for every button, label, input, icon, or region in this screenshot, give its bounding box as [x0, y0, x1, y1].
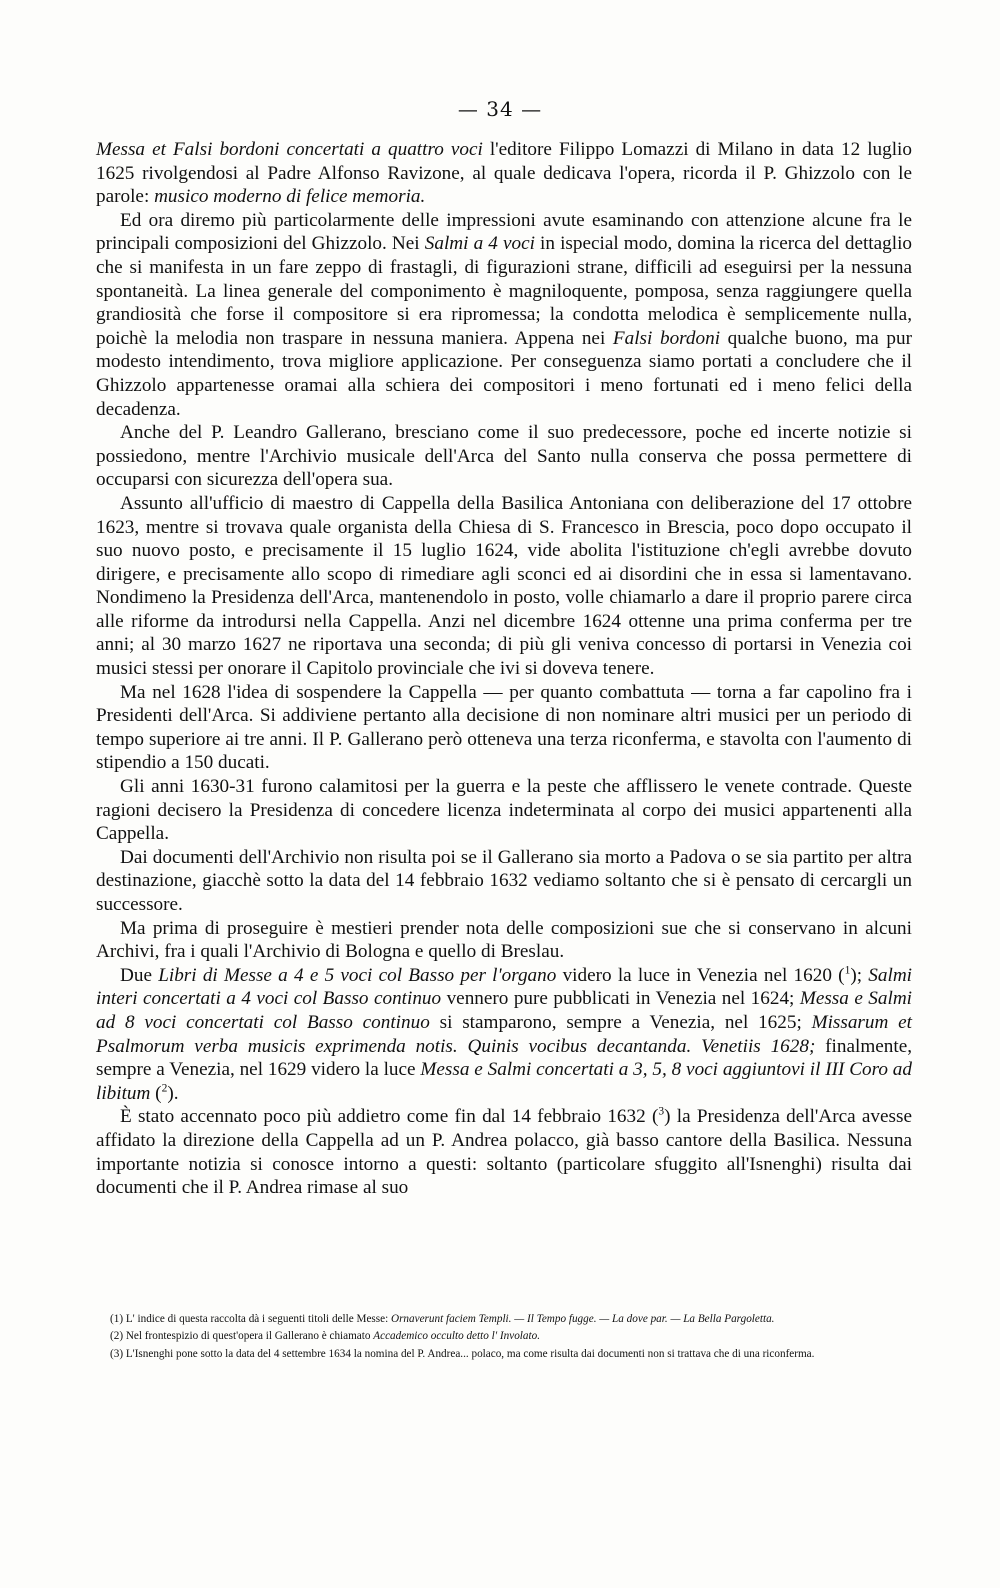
- text-run: ).: [167, 1082, 179, 1104]
- text-run: ) la Presidenza dell'Arca avesse affidato la direzione della Cappella ad un P. Andrea polacco, già basso cantore della Basilica. Nessuna importante notizia si conosce intorno a questi: soltanto (particolare sfuggito all'Isnenghi) risulta dai documenti che il P. Andrea rimase al suo: [96, 1106, 912, 1199]
- italic-text: musico moderno di felice memoria.: [154, 186, 426, 208]
- italic-text: Messa et Falsi bordoni concertati a quattro voci: [96, 139, 483, 160]
- text-run: l'editore Filippo Lomazzi di Milano in data 12 luglio 1625 rivolgendosi al Padre Alfonso Ravizone, al quale dedicava l'opera, ricorda il P. Ghizzolo con le parole:: [96, 139, 912, 208]
- paragraph: [96, 775, 912, 846]
- note-ref: 1: [844, 964, 851, 977]
- text-run: si stamparono, sempre a Venezia, nel 1625;: [429, 1011, 812, 1033]
- italic-text: Messa e Salmi ad 8 voci concertati col Basso continuo: [96, 988, 913, 1033]
- paragraph: [96, 492, 912, 681]
- italic-text: Messa e Salmi concertati a 3, 5, 8 voci aggiuntovi il III Coro ad libitum: [96, 1059, 912, 1104]
- text-run: Assunto all'ufficio di maestro di Cappella della Basilica Antoniana con deliberazione del 17 ottobre 1623, mentre si trovava quale organista della Chiesa di S. Francesco in Brescia, poco dopo occupato il suo nuovo posto, e precisamente il 15 luglio 1624, vide abolita l'istituzione ch'egli avrebbe dovuto dirigere, e precisamente allo scopo di rimediare agli sconci ed ai disordini che in essa si lamentavano. Nondimeno la Presidenza dell'Arca, mantenendolo in posto, volle chiamarlo a dare il proprio parere circa alle riforme da introdursi nella Cappella. Anzi nel dicembre 1624 ottenne una prima conferma per tre anni; al 30 marzo 1627 ne riportava una seconda; di più gli veniva concesso di portarsi in Venezia coi musici stessi per onorare il Capitolo provinciale che ivi si doveva tenere.: [96, 492, 912, 680]
- text-run: Anche del P. Leandro Gallerano, bresciano come il suo predecessore, poche ed incerte notizie si possiedono, mentre l'Archivio musicale dell'Arca del Santo nulla conserva che possa permettere di occuparsi con sicurezza dell'opera sua.: [96, 422, 912, 491]
- paragraph: [96, 917, 912, 964]
- text-run: Ma prima di proseguire è mestieri prender nota delle composizioni sue che si conservano in alcuni Archivi, fra i quali l'Archivio di Bologna e quello di Breslau.: [96, 917, 912, 963]
- body-text: [96, 138, 912, 1200]
- italic-text: Missarum et Psalmorum verba musicis exprimenda notis. Quinis vocibus decantanda. Venetiis 1628;: [96, 1011, 913, 1057]
- text-run: (3) L'Isnenghi pone sotto la data del 4 settembre 1634 la nomina del P. Andrea... polaco, ma come risulta dai documenti non si trattava che di una riconferma.: [110, 1347, 815, 1360]
- italic-text: Libri di Messe a 4 e 5 voci col Basso per l'organo: [158, 964, 557, 986]
- paragraph: [96, 138, 912, 209]
- text-run: );: [850, 964, 869, 986]
- text-run: (: [150, 1082, 162, 1104]
- text-run: videro la luce in Venezia nel 1620 (: [556, 964, 845, 986]
- footnote: [96, 1312, 912, 1327]
- italic-text: Salmi a 4 voci: [424, 233, 535, 255]
- paragraph: [96, 209, 912, 421]
- page-number: — 34 —: [457, 97, 543, 121]
- italic-text: Falsi bordoni: [612, 327, 721, 349]
- text-run: qualche buono, ma pur modesto intendimento, trova migliore applicazione. Per conseguenza siamo portati a concludere che il Ghizzolo appartenesse oramai alla schiera dei compositori i meno fortunati ed i meno felici della decadenza.: [96, 327, 913, 420]
- paragraph: [96, 846, 912, 917]
- footnotes: [96, 1312, 912, 1364]
- text-run: Due: [120, 964, 159, 986]
- paragraph: [96, 964, 912, 1106]
- text-run: Ma nel 1628 l'idea di sospendere la Cappella — per quanto combattuta — torna a far capolino fra i Presidenti dell'Arca. Si addiviene pertanto alla decisione di non nominare altri musici per un periodo di tempo superiore ai tre anni. Il P. Gallerano però otteneva una terza riconferma, e stavolta con l'aumento di stipendio a 150 ducati.: [96, 681, 912, 774]
- italic-text: Accademico occulto detto l' Involato.: [373, 1330, 541, 1343]
- text-run: Ed ora diremo più particolarmente delle impressioni avute esaminando con attenzione alcune fra le principali composizioni del Ghizzolo. Nei: [96, 209, 912, 255]
- text-run: Dai documenti dell'Archivio non risulta poi se il Gallerano sia morto a Padova o se sia partito per altra destinazione, giacchè sotto la data del 14 febbraio 1632 vediamo soltanto che si è pensato di cercargli un successore.: [96, 846, 912, 915]
- paragraph: [96, 681, 912, 775]
- italic-text: Salmi interi concertati a 4 voci col Basso continuo: [96, 964, 913, 1010]
- text-run: in ispecial modo, domina la ricerca del dettaglio che si manifesta in un fare zeppo di frastagli, di figurazioni strane, difficili ad eseguirsi per la nessuna spontaneità. La linea generale del componimento è magniloquente, pomposa, senza raggiungere quella grandiosità che forse il compositore si era ripromessa; la condotta melodica è semplicemente nulla, poichè la melodia non traspare in nessuna maniera. Appena nei: [96, 233, 913, 349]
- footnote: [96, 1347, 912, 1362]
- text-run: (1) L' indice di questa raccolta dà i seguenti titoli delle Messe:: [110, 1313, 391, 1325]
- text-run: È stato accennato poco più addietro come fin dal 14 febbraio 1632 (: [120, 1106, 659, 1128]
- text-run: Gli anni 1630-31 furono calamitosi per la guerra e la peste che afflissero le venete contrade. Queste ragioni decisero la Presidenza di concedere licenza indeterminata al corpo dei musici appartenenti alla Cappella.: [96, 776, 912, 845]
- note-ref: 3: [658, 1105, 665, 1118]
- text-run: vennero pure pubblicati in Venezia nel 1624;: [441, 988, 800, 1010]
- footnote: [96, 1329, 912, 1344]
- paragraph: [96, 421, 912, 492]
- text-run: (2) Nel frontespizio di quest'opera il Gallerano è chiamato: [110, 1330, 374, 1343]
- note-ref: 2: [161, 1082, 168, 1095]
- italic-text: Ornaverunt faciem Templi. — Il Tempo fugge. — La dove par. — La Bella Pargoletta.: [391, 1313, 775, 1325]
- paragraph: [96, 1105, 912, 1199]
- text-run: finalmente, sempre a Venezia, nel 1629 videro la luce: [96, 1035, 913, 1081]
